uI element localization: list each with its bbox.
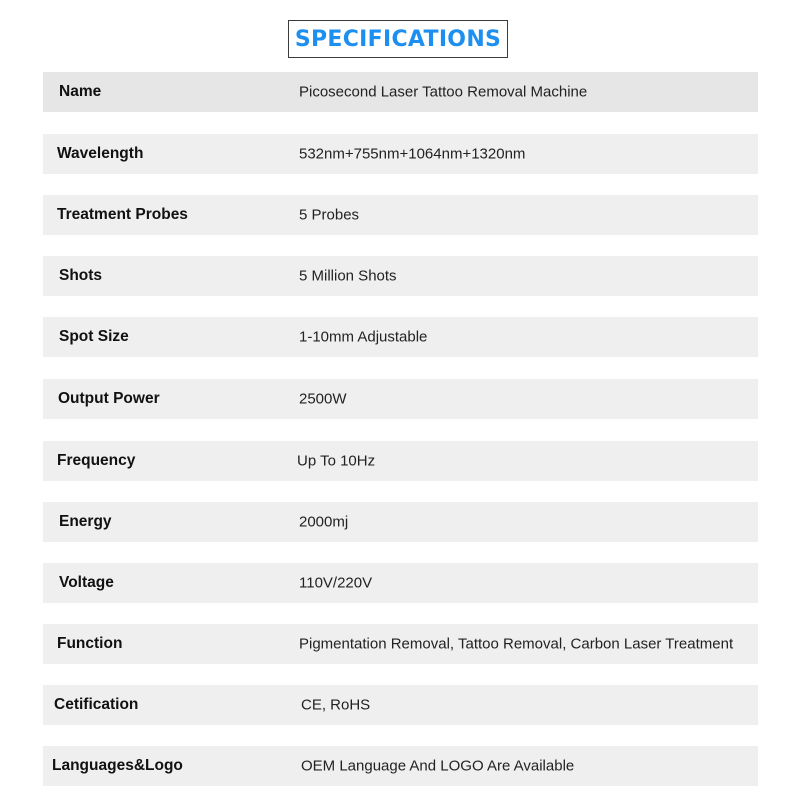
spec-label: Languages&Logo xyxy=(52,757,183,774)
spec-row-function xyxy=(43,624,758,664)
spec-value: 5 Probes xyxy=(299,206,360,224)
spec-value: 2000mj xyxy=(299,513,349,531)
spec-row-shots xyxy=(43,256,758,296)
spec-label: Output Power xyxy=(58,390,160,407)
spec-value: Picosecond Laser Tattoo Removal Machine xyxy=(299,83,588,101)
spec-row-spot-size xyxy=(43,317,758,357)
specifications-title-box xyxy=(288,20,508,58)
spec-label: Function xyxy=(57,635,123,652)
spec-row-output-power xyxy=(43,379,758,419)
spec-row-voltage xyxy=(43,563,758,603)
spec-value: Pigmentation Removal, Tattoo Removal, Carbon Laser Treatment xyxy=(299,635,734,653)
spec-label: Wavelength xyxy=(57,145,144,162)
spec-row-certification xyxy=(43,685,758,725)
spec-value: 110V/220V xyxy=(299,574,373,592)
spec-label: Voltage xyxy=(59,574,114,591)
spec-row-frequency xyxy=(43,441,758,481)
spec-value: 2500W xyxy=(299,390,347,408)
spec-value: Up To 10Hz xyxy=(297,452,376,470)
page-title: SPECIFICATIONS xyxy=(294,26,502,52)
spec-row-energy xyxy=(43,502,758,542)
spec-label: Energy xyxy=(59,513,112,530)
spec-row-name xyxy=(43,72,758,112)
spec-value: 5 Million Shots xyxy=(299,267,397,285)
spec-label: Name xyxy=(59,83,102,100)
spec-label: Spot Size xyxy=(59,328,129,345)
spec-value: OEM Language And LOGO Are Available xyxy=(301,757,575,775)
spec-value: 532nm+755nm+1064nm+1320nm xyxy=(299,145,526,163)
spec-row-wavelength xyxy=(43,134,758,174)
spec-value: 1-10mm Adjustable xyxy=(299,328,428,346)
spec-value: CE, RoHS xyxy=(301,696,371,714)
spec-label: Treatment Probes xyxy=(57,206,188,223)
spec-label: Shots xyxy=(59,267,103,284)
spec-label: Frequency xyxy=(57,452,136,469)
spec-row-treatment-probes xyxy=(43,195,758,235)
spec-label: Cetification xyxy=(54,696,139,713)
spec-row-languages-logo xyxy=(43,746,758,786)
